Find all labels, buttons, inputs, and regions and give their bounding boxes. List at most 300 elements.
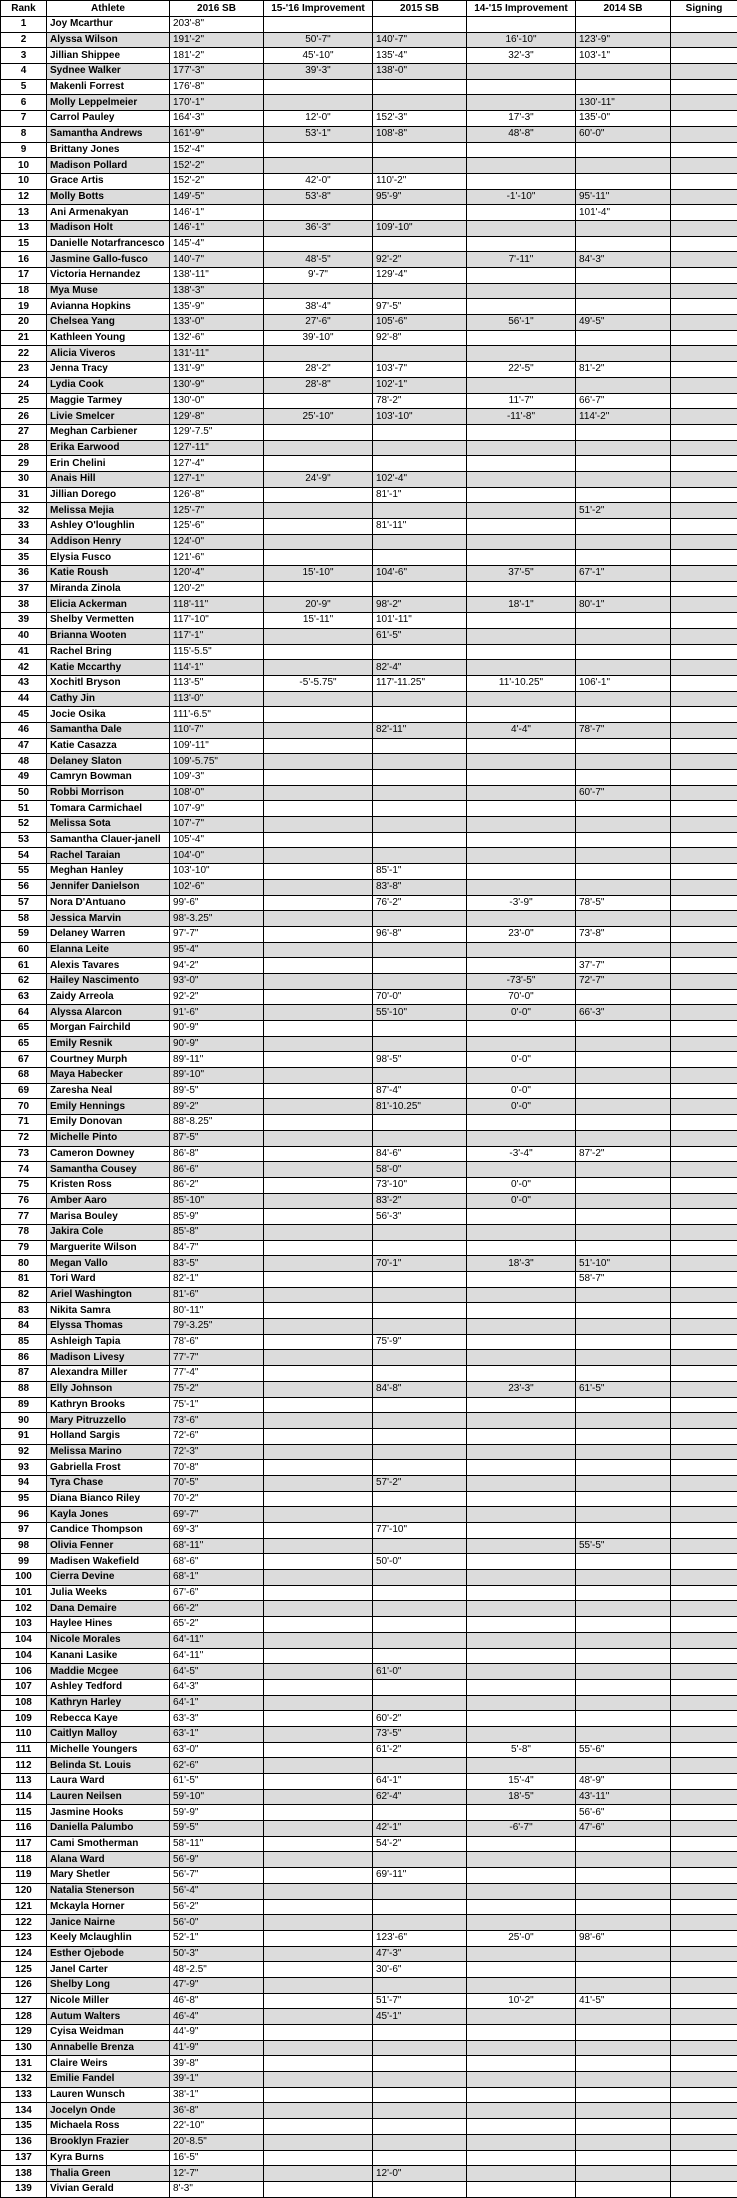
sb-2015-cell: 103'-10" bbox=[373, 409, 467, 425]
improvement-15-16-cell bbox=[264, 581, 373, 597]
improvement-15-16-cell bbox=[264, 1962, 373, 1978]
signing-cell bbox=[671, 1993, 737, 2009]
improvement-14-15-cell: 18'-5" bbox=[467, 1789, 576, 1805]
sb-2014-cell: 130'-11" bbox=[576, 95, 671, 111]
signing-cell bbox=[671, 2119, 737, 2135]
improvement-14-15-cell bbox=[467, 644, 576, 660]
sb-2015-cell: 42'-1" bbox=[373, 1821, 467, 1837]
improvement-14-15-cell bbox=[467, 424, 576, 440]
athlete-name-cell: Addison Henry bbox=[47, 534, 170, 550]
rank-cell: 122 bbox=[1, 1915, 47, 1931]
improvement-14-15-cell bbox=[467, 519, 576, 535]
table-row bbox=[1, 801, 737, 817]
improvement-15-16-cell bbox=[264, 95, 373, 111]
improvement-15-16-cell bbox=[264, 660, 373, 676]
sb-2014-cell bbox=[576, 2072, 671, 2088]
athlete-name-cell: Courtney Murph bbox=[47, 1052, 170, 1068]
athlete-name-cell: Camryn Bowman bbox=[47, 770, 170, 786]
improvement-15-16-cell bbox=[264, 1193, 373, 1209]
signing-cell bbox=[671, 675, 737, 691]
signing-cell bbox=[671, 471, 737, 487]
rank-cell: 26 bbox=[1, 409, 47, 425]
sb-2014-cell bbox=[576, 1130, 671, 1146]
improvement-14-15-cell bbox=[467, 942, 576, 958]
athlete-name-cell: Daniella Palumbo bbox=[47, 1821, 170, 1837]
sb-2015-cell: 82'-4" bbox=[373, 660, 467, 676]
improvement-15-16-cell: 39'-10" bbox=[264, 330, 373, 346]
athlete-name-cell: Candice Thompson bbox=[47, 1523, 170, 1539]
improvement-14-15-cell bbox=[467, 1287, 576, 1303]
improvement-14-15-cell bbox=[467, 1538, 576, 1554]
sb-2016-cell: 80'-11" bbox=[170, 1303, 264, 1319]
rank-cell: 39 bbox=[1, 613, 47, 629]
sb-2015-cell bbox=[373, 2056, 467, 2072]
improvement-14-15-cell bbox=[467, 785, 576, 801]
table-row bbox=[1, 377, 737, 393]
sb-2015-cell bbox=[373, 1695, 467, 1711]
improvement-14-15-cell bbox=[467, 1726, 576, 1742]
athlete-name-cell: Belinda St. Louis bbox=[47, 1758, 170, 1774]
signing-cell bbox=[671, 487, 737, 503]
improvement-14-15-cell bbox=[467, 879, 576, 895]
table-row bbox=[1, 942, 737, 958]
sb-2015-cell: 108'-8" bbox=[373, 126, 467, 142]
improvement-14-15-cell bbox=[467, 2009, 576, 2025]
sb-2015-cell: 109'-10" bbox=[373, 220, 467, 236]
sb-2016-cell: 89'-10" bbox=[170, 1068, 264, 1084]
sb-2014-cell bbox=[576, 79, 671, 95]
sb-2016-cell: 140'-7" bbox=[170, 252, 264, 268]
improvement-14-15-cell: -3'-9" bbox=[467, 895, 576, 911]
sb-2016-cell: 85'-8" bbox=[170, 1224, 264, 1240]
athlete-name-cell: Kathryn Harley bbox=[47, 1695, 170, 1711]
improvement-14-15-cell bbox=[467, 613, 576, 629]
athlete-name-cell: Diana Bianco Riley bbox=[47, 1491, 170, 1507]
improvement-14-15-cell bbox=[467, 1664, 576, 1680]
table-row bbox=[1, 1036, 737, 1052]
rank-cell: 67 bbox=[1, 1052, 47, 1068]
athlete-name-cell: Olivia Fenner bbox=[47, 1538, 170, 1554]
improvement-15-16-cell bbox=[264, 895, 373, 911]
athlete-name-cell: Maddie Mcgee bbox=[47, 1664, 170, 1680]
sb-2016-cell: 20'-8.5" bbox=[170, 2134, 264, 2150]
improvement-15-16-cell: 20'-9" bbox=[264, 597, 373, 613]
table-row bbox=[1, 644, 737, 660]
sb-2014-cell bbox=[576, 1491, 671, 1507]
table-row bbox=[1, 1240, 737, 1256]
improvement-15-16-cell bbox=[264, 1601, 373, 1617]
improvement-15-16-cell: 28'-2" bbox=[264, 362, 373, 378]
improvement-14-15-cell bbox=[467, 1397, 576, 1413]
improvement-14-15-cell bbox=[467, 801, 576, 817]
improvement-15-16-cell bbox=[264, 346, 373, 362]
sb-2014-cell bbox=[576, 2119, 671, 2135]
rank-cell: 90 bbox=[1, 1413, 47, 1429]
rank-cell: 54 bbox=[1, 848, 47, 864]
improvement-15-16-cell bbox=[264, 1507, 373, 1523]
table-row bbox=[1, 628, 737, 644]
sb-2016-cell: 16'-5" bbox=[170, 2150, 264, 2166]
athlete-name-cell: Melissa Mejia bbox=[47, 503, 170, 519]
table-row bbox=[1, 1099, 737, 1115]
athlete-name-cell: Emily Resnik bbox=[47, 1036, 170, 1052]
signing-cell bbox=[671, 2087, 737, 2103]
sb-2014-cell: 61'-5" bbox=[576, 1381, 671, 1397]
sb-2016-cell: 125'-7" bbox=[170, 503, 264, 519]
sb-2016-cell: 127'-1" bbox=[170, 471, 264, 487]
sb-2015-cell bbox=[373, 158, 467, 174]
table-row bbox=[1, 817, 737, 833]
signing-cell bbox=[671, 1758, 737, 1774]
athlete-name-cell: Rachel Taraian bbox=[47, 848, 170, 864]
sb-2016-cell: 124'-0" bbox=[170, 534, 264, 550]
sb-2014-cell: 58'-7" bbox=[576, 1272, 671, 1288]
improvement-15-16-cell bbox=[264, 1475, 373, 1491]
athlete-name-cell: Marisa Bouley bbox=[47, 1209, 170, 1225]
sb-2014-cell: 103'-1" bbox=[576, 48, 671, 64]
sb-2014-cell bbox=[576, 220, 671, 236]
improvement-15-16-cell bbox=[264, 79, 373, 95]
improvement-15-16-cell bbox=[264, 1977, 373, 1993]
signing-cell bbox=[671, 1585, 737, 1601]
signing-cell bbox=[671, 2072, 737, 2088]
athlete-name-cell: Meghan Carbiener bbox=[47, 424, 170, 440]
signing-cell bbox=[671, 1036, 737, 1052]
sb-2014-cell bbox=[576, 1083, 671, 1099]
improvement-14-15-cell bbox=[467, 1601, 576, 1617]
athlete-name-cell: Samantha Andrews bbox=[47, 126, 170, 142]
signing-cell bbox=[671, 111, 737, 127]
signing-cell bbox=[671, 142, 737, 158]
rank-cell: 50 bbox=[1, 785, 47, 801]
improvement-14-15-cell bbox=[467, 1883, 576, 1899]
improvement-14-15-cell: 37'-5" bbox=[467, 566, 576, 582]
sb-2016-cell: 121'-6" bbox=[170, 550, 264, 566]
signing-cell bbox=[671, 1868, 737, 1884]
sb-2015-cell: 60'-2" bbox=[373, 1711, 467, 1727]
rank-cell: 127 bbox=[1, 1993, 47, 2009]
table-row bbox=[1, 2025, 737, 2041]
athlete-name-cell: Delaney Slaton bbox=[47, 754, 170, 770]
athlete-name-cell: Kanani Lasike bbox=[47, 1648, 170, 1664]
athlete-name-cell: Mya Muse bbox=[47, 283, 170, 299]
improvement-15-16-cell bbox=[264, 1272, 373, 1288]
improvement-14-15-cell: 11'-7" bbox=[467, 393, 576, 409]
signing-cell bbox=[671, 879, 737, 895]
signing-cell bbox=[671, 1193, 737, 1209]
improvement-15-16-cell bbox=[264, 958, 373, 974]
table-row bbox=[1, 189, 737, 205]
sb-2016-cell: 82'-1" bbox=[170, 1272, 264, 1288]
table-row bbox=[1, 770, 737, 786]
improvement-14-15-cell bbox=[467, 738, 576, 754]
signing-cell bbox=[671, 1350, 737, 1366]
signing-cell bbox=[671, 440, 737, 456]
sb-2016-cell: 63'-3" bbox=[170, 1711, 264, 1727]
improvement-14-15-cell bbox=[467, 817, 576, 833]
athlete-name-cell: Haylee Hines bbox=[47, 1617, 170, 1633]
sb-2015-cell: 117'-11.25" bbox=[373, 675, 467, 691]
sb-2015-cell: 105'-6" bbox=[373, 315, 467, 331]
improvement-14-15-cell: 70'-0" bbox=[467, 989, 576, 1005]
signing-cell bbox=[671, 1115, 737, 1131]
sb-2015-cell: 87'-4" bbox=[373, 1083, 467, 1099]
sb-2014-cell: 66'-3" bbox=[576, 1005, 671, 1021]
sb-2014-cell: 78'-5" bbox=[576, 895, 671, 911]
sb-2016-cell: 56'-7" bbox=[170, 1868, 264, 1884]
improvement-14-15-cell: 25'-0" bbox=[467, 1930, 576, 1946]
improvement-14-15-cell bbox=[467, 205, 576, 221]
improvement-14-15-cell: 48'-8" bbox=[467, 126, 576, 142]
athlete-name-cell: Thalia Green bbox=[47, 2166, 170, 2182]
sb-2016-cell: 109'-11" bbox=[170, 738, 264, 754]
sb-2014-cell: 56'-6" bbox=[576, 1805, 671, 1821]
rank-cell: 118 bbox=[1, 1852, 47, 1868]
improvement-15-16-cell bbox=[264, 1523, 373, 1539]
rank-cell: 102 bbox=[1, 1601, 47, 1617]
signing-cell bbox=[671, 597, 737, 613]
athlete-name-cell: Hailey Nascimento bbox=[47, 973, 170, 989]
sb-2016-cell: 85'-9" bbox=[170, 1209, 264, 1225]
athlete-name-cell: Laura Ward bbox=[47, 1774, 170, 1790]
athlete-name-cell: Morgan Fairchild bbox=[47, 1021, 170, 1037]
athlete-name-cell: Samantha Dale bbox=[47, 722, 170, 738]
athlete-name-cell: Ashley Tedford bbox=[47, 1679, 170, 1695]
sb-2015-cell: 98'-5" bbox=[373, 1052, 467, 1068]
athlete-name-cell: Rebecca Kaye bbox=[47, 1711, 170, 1727]
table-row bbox=[1, 2009, 737, 2025]
sb-2016-cell: 75'-2" bbox=[170, 1381, 264, 1397]
rank-cell: 89 bbox=[1, 1397, 47, 1413]
sb-2014-cell: 55'-5" bbox=[576, 1538, 671, 1554]
improvement-14-15-cell: 4'-4" bbox=[467, 722, 576, 738]
rank-cell: 19 bbox=[1, 299, 47, 315]
sb-2014-cell bbox=[576, 817, 671, 833]
table-row bbox=[1, 1821, 737, 1837]
signing-cell bbox=[671, 1930, 737, 1946]
athlete-name-cell: Cathy Jin bbox=[47, 691, 170, 707]
improvement-14-15-cell bbox=[467, 1852, 576, 1868]
improvement-14-15-cell bbox=[467, 173, 576, 189]
rank-cell: 98 bbox=[1, 1538, 47, 1554]
rank-cell: 101 bbox=[1, 1585, 47, 1601]
sb-2016-cell: 84'-7" bbox=[170, 1240, 264, 1256]
athlete-name-cell: Alyssa Alarcon bbox=[47, 1005, 170, 1021]
signing-cell bbox=[671, 158, 737, 174]
sb-2014-cell bbox=[576, 534, 671, 550]
signing-cell bbox=[671, 958, 737, 974]
sb-2014-cell bbox=[576, 158, 671, 174]
signing-cell bbox=[671, 299, 737, 315]
table-row bbox=[1, 346, 737, 362]
sb-2014-cell bbox=[576, 581, 671, 597]
signing-cell bbox=[671, 95, 737, 111]
sb-2016-cell: 64'-1" bbox=[170, 1695, 264, 1711]
improvement-14-15-cell bbox=[467, 958, 576, 974]
sb-2016-cell: 177'-3" bbox=[170, 64, 264, 80]
sb-2015-cell bbox=[373, 848, 467, 864]
signing-cell bbox=[671, 1523, 737, 1539]
rank-cell: 78 bbox=[1, 1224, 47, 1240]
rank-cell: 37 bbox=[1, 581, 47, 597]
sb-2015-cell bbox=[373, 1915, 467, 1931]
signing-cell bbox=[671, 1726, 737, 1742]
athlete-name-cell: Megan Vallo bbox=[47, 1256, 170, 1272]
athlete-name-cell: Danielle Notarfrancesco bbox=[47, 236, 170, 252]
improvement-15-16-cell bbox=[264, 2150, 373, 2166]
improvement-14-15-cell: 0'-0" bbox=[467, 1083, 576, 1099]
signing-cell bbox=[671, 534, 737, 550]
sb-2015-cell: 12'-0" bbox=[373, 2166, 467, 2182]
signing-cell bbox=[671, 1601, 737, 1617]
improvement-14-15-cell bbox=[467, 1585, 576, 1601]
athlete-name-cell: Maya Habecker bbox=[47, 1068, 170, 1084]
sb-2015-cell: 30'-6" bbox=[373, 1962, 467, 1978]
sb-2015-cell: 123'-6" bbox=[373, 1930, 467, 1946]
improvement-15-16-cell bbox=[264, 989, 373, 1005]
improvement-15-16-cell bbox=[264, 503, 373, 519]
table-row bbox=[1, 2150, 737, 2166]
signing-cell bbox=[671, 1475, 737, 1491]
sb-2014-cell: 87'-2" bbox=[576, 1146, 671, 1162]
table-row bbox=[1, 1742, 737, 1758]
athlete-name-cell: Dana Demaire bbox=[47, 1601, 170, 1617]
sb-2014-cell bbox=[576, 1397, 671, 1413]
improvement-14-15-cell bbox=[467, 832, 576, 848]
signing-cell bbox=[671, 942, 737, 958]
athlete-name-cell: Esther Ojebode bbox=[47, 1946, 170, 1962]
signing-cell bbox=[671, 1068, 737, 1084]
rank-cell: 103 bbox=[1, 1617, 47, 1633]
table-row bbox=[1, 1930, 737, 1946]
signing-cell bbox=[671, 2040, 737, 2056]
sb-2015-cell bbox=[373, 1601, 467, 1617]
improvement-14-15-cell bbox=[467, 1899, 576, 1915]
rank-cell: 29 bbox=[1, 456, 47, 472]
sb-2014-cell: 43'-11" bbox=[576, 1789, 671, 1805]
rank-cell: 92 bbox=[1, 1444, 47, 1460]
improvement-15-16-cell bbox=[264, 1068, 373, 1084]
sb-2016-cell: 115'-5.5" bbox=[170, 644, 264, 660]
improvement-14-15-cell bbox=[467, 95, 576, 111]
table-row bbox=[1, 848, 737, 864]
rank-cell: 107 bbox=[1, 1679, 47, 1695]
sb-2015-cell bbox=[373, 1679, 467, 1695]
sb-2015-cell bbox=[373, 1883, 467, 1899]
sb-2015-cell bbox=[373, 424, 467, 440]
table-row bbox=[1, 409, 737, 425]
athlete-name-cell: Jessica Marvin bbox=[47, 911, 170, 927]
sb-2016-cell: 120'-2" bbox=[170, 581, 264, 597]
sb-2016-cell: 93'-0" bbox=[170, 973, 264, 989]
sb-2014-cell: 47'-6" bbox=[576, 1821, 671, 1837]
improvement-14-15-cell bbox=[467, 1868, 576, 1884]
table-row bbox=[1, 1350, 737, 1366]
improvement-14-15-cell bbox=[467, 1209, 576, 1225]
improvement-14-15-cell bbox=[467, 1507, 576, 1523]
sb-2016-cell: 83'-5" bbox=[170, 1256, 264, 1272]
rank-cell: 64 bbox=[1, 1005, 47, 1021]
athlete-name-cell: Caitlyn Malloy bbox=[47, 1726, 170, 1742]
sb-2015-cell bbox=[373, 1805, 467, 1821]
athlete-name-cell: Alyssa Wilson bbox=[47, 32, 170, 48]
improvement-15-16-cell: 12'-0" bbox=[264, 111, 373, 127]
rank-cell: 28 bbox=[1, 440, 47, 456]
table-row bbox=[1, 1083, 737, 1099]
athlete-name-cell: Rachel Bring bbox=[47, 644, 170, 660]
athlete-name-cell: Katie Roush bbox=[47, 566, 170, 582]
improvement-15-16-cell bbox=[264, 2009, 373, 2025]
signing-cell bbox=[671, 1272, 737, 1288]
athlete-name-cell: Julia Weeks bbox=[47, 1585, 170, 1601]
improvement-15-16-cell bbox=[264, 785, 373, 801]
sb-2015-cell: 57'-2" bbox=[373, 1475, 467, 1491]
sb-2015-cell bbox=[373, 644, 467, 660]
improvement-15-16-cell bbox=[264, 1852, 373, 1868]
col-header-2014-sb: 2014 SB bbox=[576, 1, 671, 17]
improvement-15-16-cell bbox=[264, 1224, 373, 1240]
signing-cell bbox=[671, 1507, 737, 1523]
athlete-name-cell: Alana Ward bbox=[47, 1852, 170, 1868]
table-row bbox=[1, 236, 737, 252]
sb-2016-cell: 72'-3" bbox=[170, 1444, 264, 1460]
athlete-name-cell: Zaresha Neal bbox=[47, 1083, 170, 1099]
sb-2016-cell: 58'-11" bbox=[170, 1836, 264, 1852]
sb-2014-cell bbox=[576, 1444, 671, 1460]
signing-cell bbox=[671, 1162, 737, 1178]
sb-2015-cell: 81'-1" bbox=[373, 487, 467, 503]
table-row bbox=[1, 1915, 737, 1931]
sb-2015-cell bbox=[373, 1036, 467, 1052]
improvement-14-15-cell: 10'-2" bbox=[467, 1993, 576, 2009]
sb-2016-cell: 77'-7" bbox=[170, 1350, 264, 1366]
improvement-15-16-cell bbox=[264, 1774, 373, 1790]
signing-cell bbox=[671, 973, 737, 989]
signing-cell bbox=[671, 1240, 737, 1256]
athlete-name-cell: Jocelyn Onde bbox=[47, 2103, 170, 2119]
table-row bbox=[1, 2087, 737, 2103]
signing-cell bbox=[671, 1570, 737, 1586]
rank-cell: 31 bbox=[1, 487, 47, 503]
improvement-14-15-cell: 16'-10" bbox=[467, 32, 576, 48]
rank-cell: 65 bbox=[1, 1021, 47, 1037]
improvement-14-15-cell bbox=[467, 79, 576, 95]
sb-2015-cell bbox=[373, 2119, 467, 2135]
sb-2015-cell bbox=[373, 1648, 467, 1664]
rank-cell: 82 bbox=[1, 1287, 47, 1303]
improvement-15-16-cell bbox=[264, 1899, 373, 1915]
rank-cell: 137 bbox=[1, 2150, 47, 2166]
sb-2016-cell: 61'-5" bbox=[170, 1774, 264, 1790]
signing-cell bbox=[671, 393, 737, 409]
improvement-14-15-cell bbox=[467, 2181, 576, 2197]
improvement-14-15-cell bbox=[467, 1224, 576, 1240]
sb-2016-cell: 131'-11" bbox=[170, 346, 264, 362]
improvement-14-15-cell: 0'-0" bbox=[467, 1052, 576, 1068]
sb-2015-cell bbox=[373, 1068, 467, 1084]
sb-2014-cell bbox=[576, 1523, 671, 1539]
athlete-name-cell: Erika Earwood bbox=[47, 440, 170, 456]
sb-2015-cell: 62'-4" bbox=[373, 1789, 467, 1805]
sb-2014-cell bbox=[576, 1977, 671, 1993]
table-row bbox=[1, 1538, 737, 1554]
athlete-name-cell: Madison Livesy bbox=[47, 1350, 170, 1366]
athlete-name-cell: Mary Shetler bbox=[47, 1868, 170, 1884]
improvement-14-15-cell bbox=[467, 1021, 576, 1037]
improvement-15-16-cell bbox=[264, 754, 373, 770]
sb-2014-cell bbox=[576, 330, 671, 346]
improvement-15-16-cell: 53'-8" bbox=[264, 189, 373, 205]
